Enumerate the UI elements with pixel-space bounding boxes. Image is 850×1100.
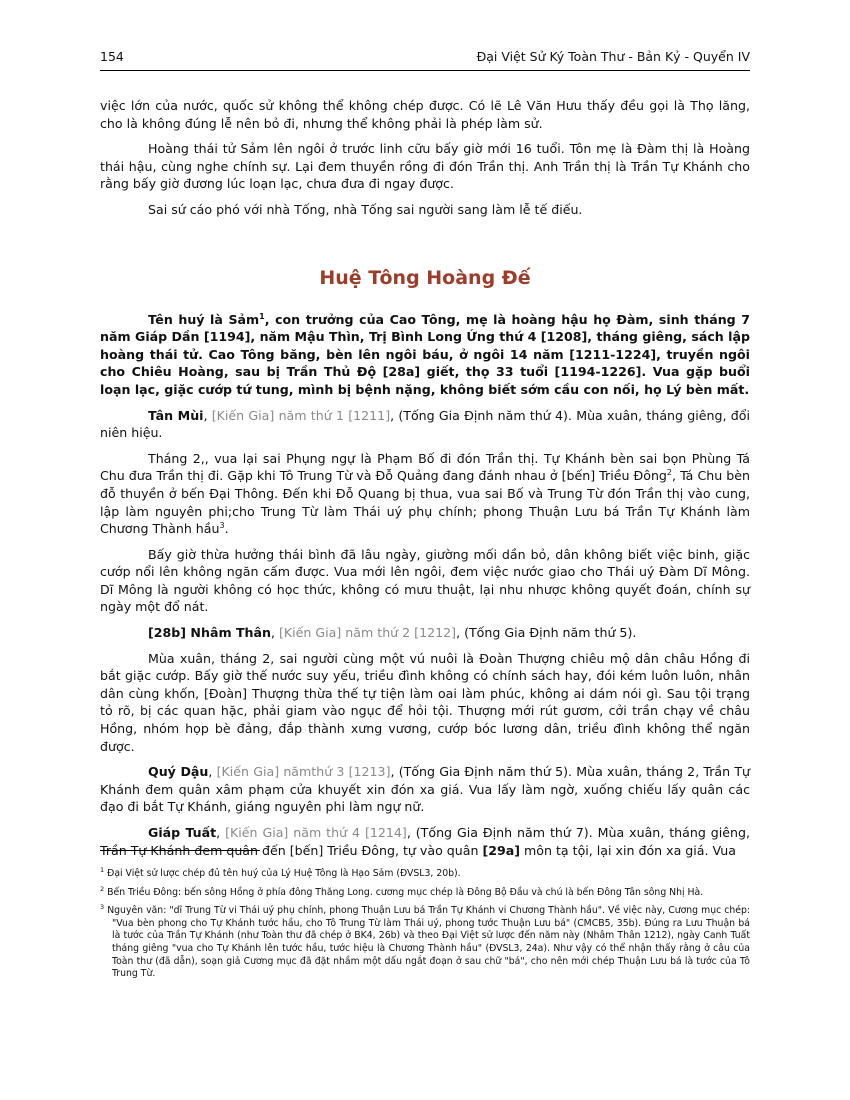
body-text [100, 97, 750, 867]
page-marker: [29a] [482, 842, 521, 858]
paragraph-bay-gio: Bấy giờ thừa hưởng thái bình đã lâu ngày, giường mối dần bỏ, dân không biết việc binh, giặc cướp nổi lên không ngăn cấm được. Vua mới lên ngôi, đem việc nước giao cho Thái uý Đàm Dĩ Mông. Dĩ Mông là người không có học thức, không có mưu thuật, lại nhu nhược không quyết đoán, chính sự ngày một đổ nát. [100, 546, 750, 615]
footnote-number: 2 [100, 884, 105, 893]
footnote-number: 1 [100, 865, 105, 874]
footnote-3 [100, 905, 750, 981]
entry-nham-than: [28b] Nhâm Thân, [Kiến Gia] năm thứ 2 [1212], (Tống Gia Định năm thứ 5). [148, 625, 637, 641]
footnote-ref-1: 1 [259, 311, 265, 321]
footnote-1 [100, 865, 750, 881]
paragraph-mua-xuan: Mùa xuân, tháng 2, sai người cùng một vú nuôi là Đoàn Thượng chiêu mộ dân châu Hồng đi bắt giặc cướp. Bấy giờ thế nước suy yếu, triều đình không có chính sách hay, đói kém luôn luôn, nhân dân cùng khốn, [Đoàn] Thượng thừa thế tự tiện làm oai làm phúc, không ai dám nói gì. Sau tội trạng tỏ rõ, bị các quan hặc, phải giam vào ngục để hỏi tội. Thượng mới rút gươm, cởi trần chạy về châu Hồng, nhóm họp bè đảng, đắp thành xưng vương, cướp bóc lương dân, triều đình không thể ngăn được. [100, 650, 750, 754]
entry-era: [Kiến Gia] năm thứ 1 [1211] [211, 407, 391, 423]
section-title: Huệ Tông Hoàng Đế [319, 266, 531, 289]
entry-era: [Kiến Gia] năm thứ 4 [1214] [225, 825, 407, 840]
entry-year: Quý Dậu [148, 764, 209, 780]
entry-giap-tuat: Giáp Tuất, [Kiến Gia] năm thứ 4 [1214], (Tống Gia Định năm thứ 7). Mùa xuân, tháng giêng, Trần Tự Khánh đem quân đến [bến] Triều Đông, tự vào quân [29a] môn tạ tội, lại xin đón xa giá. Vua [100, 825, 750, 858]
entry-text: , (Tống Gia Định năm thứ 7). Mùa xuân, tháng giêng, Trần Tự Khánh đem quân đến [bến] Triều Đông, tự vào quân [100, 825, 750, 858]
footnote-text: Nguyên văn: "dĩ Trung Từ vi Thái uý phụ chính, phong Thuận Lưu bá Trần Tự Khánh vi Chương Thành hầu". Về việc này, Cương mục chép: "Vua bèn phong cho Tự Khánh tước hầu, cho Tô Trung Từ làm Thái uý, phong tước Thuận Lưu bá" (CMCB5, 35b). Đúng ra Lưu Thuận bá là tước của Trần Tự Khánh (như Toàn thư đã chép ở BK4, 26b) và theo Đại Việt sử lược đến năm này (Nhâm Thân 1212), ngày Canh Tuất tháng giêng "vua cho Tự Khánh lên tước hầu, tước hiệu là Chương Thành hầu" (ĐVSL3, 24a). Như vậy có thể nhận thấy rằng ở câu của Toàn thư (đã dẫn), soạn giả Cương mục đã đặt nhầm một dấu ngắt đoạn ở sau chữ "bá", cho nên mới chép Thuận Lưu bá là tước của Tô Trung Từ. [107, 905, 750, 980]
page-number: 154 [100, 49, 124, 64]
footnote-text: Đại Việt sử lược chép đủ tên huý của Lý Huệ Tông là Hạo Sảm (ĐVSL3, 20b). [107, 868, 461, 879]
footnote-2 [100, 884, 750, 900]
footnotes [100, 865, 750, 987]
intro-part-2: , con trưởng của Cao Tông, mẹ là hoàng hậu họ Đàm, sinh tháng 7 năm Giáp Dần [1194], năm Mậu Thìn, Trị Bình Long Ứng thứ 4 [1208], tháng giêng, sách lập hoàng thái tử. Cao Tông băng, bèn lên ngôi báu, ở ngôi 14 năm [1211-1224], truyền ngôi cho Chiêu Hoàng, sau bị Trần Thủ Độ [28a] giết, thọ 33 tuổi [1194-1226]. Vua gặp buổi loạn lạc, giặc cướp tứ tung, mình bị bệnh nặng, không biết sớm cầu con nối, họ Lý bèn mất. [100, 311, 751, 397]
paragraph-thang-2 [100, 450, 750, 538]
paragraph-thang-2-part-1: Tháng 2,, vua lại sai Phụng ngự là Phạm Bố đi đón Trần thị. Tự Khánh bèn sai bọn Phùng Tá Chu đưa Trần thị đi. Gặp khi Tô Trung Từ và Đỗ Quảng đang đánh nhau ở [bến] Triều Đông [100, 450, 750, 484]
footnote-ref-3: 3 [219, 520, 225, 530]
entry-text: , (Tống Gia Định năm thứ 5). [456, 625, 637, 641]
paragraph-continuation: việc lớn của nước, quốc sử không thể không chép được. Có lẽ Lê Văn Hưu thấy đều gọi là Thọ lăng, cho là không đúng lễ nên bỏ đi, nhưng thể không phải là phép làm sử. [100, 98, 750, 131]
intro-part-1: Tên huý là Sảm [148, 311, 260, 327]
entry-era: [Kiến Gia] nămthứ 3 [1213] [216, 764, 391, 780]
entry-year: [28b] Nhâm Thân [148, 625, 271, 641]
paragraph-thang-2-part-3: . [224, 521, 229, 537]
entry-tan-mui: Tân Mùi, [Kiến Gia] năm thứ 1 [1211], (Tống Gia Định năm thứ 4). Mùa xuân, tháng giêng, đổi niên hiệu. [100, 407, 750, 441]
entry-year: Giáp Tuất [148, 825, 217, 840]
paragraph-crown-prince: Hoàng thái tử Sảm lên ngôi ở trước linh cữu bấy giờ mới 16 tuổi. Tôn mẹ là Đàm thị là Hoàng thái hậu, cùng nghe chính sự. Lại đem thuyền rồng đi đón Trần thị. Anh Trần thị là Trần Tự Khánh cho rằng bấy giờ đương lúc loạn lạc, chưa đưa đi ngay được. [100, 141, 750, 192]
footnote-number: 3 [100, 903, 105, 912]
header-rule [100, 70, 750, 71]
footnote-text: Bến Triều Đông: bến sông Hồng ở phía đông Thăng Long. cương mục chép là Đông Bộ Đầu và chú là bến Đông Tân sông Nhị Hà. [107, 886, 704, 898]
entry-era: [Kiến Gia] năm thứ 2 [1212] [278, 625, 457, 641]
footnote-ref-2: 2 [666, 468, 673, 478]
entry-text: , (Tống Gia Định năm thứ 5). Mùa xuân, tháng 2, Trần Tự Khánh đem quân xâm phạm cửa khuyết xin đón xa giá. Vua lấy làm ngờ, xuống chiếu lấy quân các đạo đi bắt Tự Khánh, giáng nguyên phi làm ngự nữ. [100, 764, 751, 815]
footnote-rule [100, 850, 260, 851]
running-title: Đại Việt Sử Ký Toàn Thư - Bản Kỷ - Quyển IV [476, 49, 750, 64]
intro-paragraph [100, 311, 750, 399]
page-header [100, 49, 750, 67]
paragraph-thang-2-part-2: , Tá Chu bèn đỗ thuyền ở bến Đại Thông. Đến khi Đỗ Quang bị thua, vua sai Bố và Trung Từ đón Trần thị vào cung, lập làm nguyên phi;cho Trung Từ làm Thái uý phụ chính; phong Thuận Lưu bá Trần Tự Khánh làm Chương Thành hầu [100, 468, 750, 537]
entry-text-continued: môn tạ tội, lại xin đón xa giá. Vua [520, 842, 736, 858]
paragraph-song-envoy: Sai sứ cáo phó với nhà Tống, nhà Tống sai người sang làm lễ tế điếu. [148, 201, 583, 217]
entry-quy-dau: Quý Dậu, [Kiến Gia] nămthứ 3 [1213], (Tống Gia Định năm thứ 5). Mùa xuân, tháng 2, Trần Tự Khánh đem quân xâm phạm cửa khuyết xin đón xa giá. Vua lấy làm ngờ, xuống chiếu lấy quân các đạo đi bắt Tự Khánh, giáng nguyên phi làm ngự nữ. [100, 764, 751, 815]
entry-text: , (Tống Gia Định năm thứ 4). Mùa xuân, tháng giêng, đổi niên hiệu. [100, 407, 750, 441]
entry-year: Tân Mùi [148, 407, 204, 423]
